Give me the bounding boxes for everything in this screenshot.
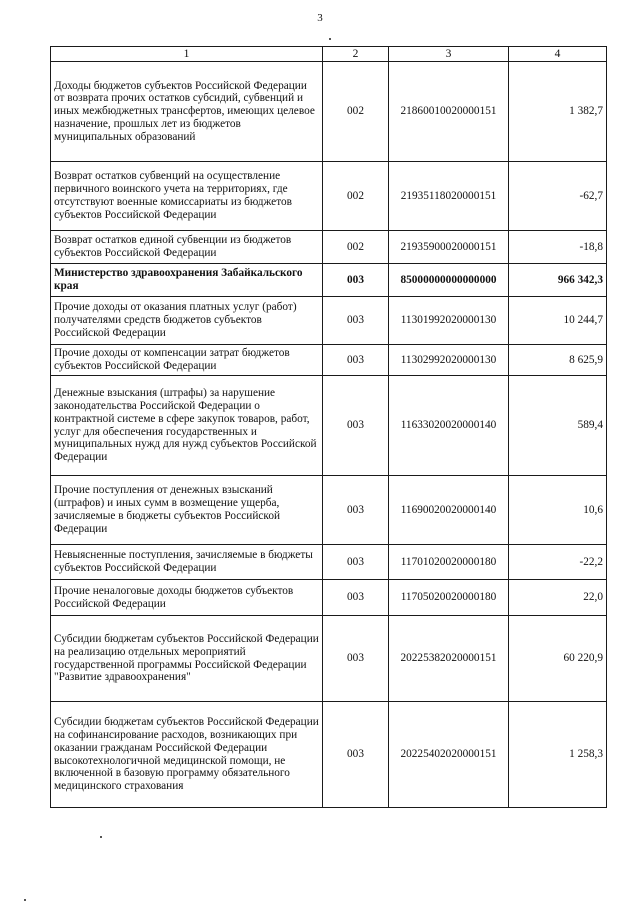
row-admin-code: 003 [323, 616, 389, 702]
revenue-table [50, 46, 607, 808]
table-row [51, 162, 607, 231]
row-name: Субсидии бюджетам субъектов Российской Федерации на софинансирование расходов, возникающих при оказании гражданам Российской Федерации высокотехнологичной медицинской помощи, не включенной в базовую программу обязательного медицинского страхования [51, 702, 323, 808]
table-row [51, 702, 607, 808]
row-budget-code: 11701020020000180 [389, 545, 509, 580]
row-name: Доходы бюджетов субъектов Российской Федерации от возврата прочих остатков субсидий, субвенций и иных межбюджетных трансфертов, имеющих целевое назначение, прошлых лет из бюджетов муниципальных образований [51, 62, 323, 162]
row-admin-code: 003 [323, 376, 389, 476]
row-budget-code: 11705020020000180 [389, 580, 509, 616]
row-admin-code: 003 [323, 345, 389, 376]
row-name: Прочие доходы от оказания платных услуг (работ) получателями средств бюджетов субъектов Российской Федерации [51, 297, 323, 345]
row-amount: 60 220,9 [509, 616, 607, 702]
table-row [51, 62, 607, 162]
table-row [51, 297, 607, 345]
row-amount: 22,0 [509, 580, 607, 616]
row-admin-code: 003 [323, 702, 389, 808]
row-name: Прочие неналоговые доходы бюджетов субъектов Российской Федерации [51, 580, 323, 616]
header-col-2: 2 [323, 47, 389, 62]
table-row [51, 376, 607, 476]
row-amount: -22,2 [509, 545, 607, 580]
table-row [51, 264, 607, 297]
row-amount: 966 342,3 [509, 264, 607, 297]
row-budget-code: 21935900020000151 [389, 231, 509, 264]
row-budget-code: 21935118020000151 [389, 162, 509, 231]
row-name: Прочие поступления от денежных взысканий (штрафов) и иных сумм в возмещение ущерба, зачисляемые в бюджеты субъектов Российской Федерации [51, 476, 323, 545]
row-budget-code: 11302992020000130 [389, 345, 509, 376]
row-admin-code: 003 [323, 545, 389, 580]
row-admin-code: 002 [323, 162, 389, 231]
row-admin-code: 003 [323, 297, 389, 345]
scan-speck [24, 899, 26, 901]
row-amount: 589,4 [509, 376, 607, 476]
row-name: Возврат остатков субвенций на осуществление первичного воинского учета на территориях, где отсутствуют военные комиссариаты из бюджетов субъектов Российской Федерации [51, 162, 323, 231]
row-budget-code: 11301992020000130 [389, 297, 509, 345]
row-name: Денежные взыскания (штрафы) за нарушение законодательства Российской Федерации о контрактной системе в сфере закупок товаров, работ, услуг для обеспечения государственных и муниципальных нужд для нужд субъектов Российской Федерации [51, 376, 323, 476]
header-col-3: 3 [389, 47, 509, 62]
row-admin-code: 003 [323, 580, 389, 616]
table-row [51, 545, 607, 580]
row-budget-code: 11690020020000140 [389, 476, 509, 545]
table-row [51, 231, 607, 264]
row-admin-code: 002 [323, 231, 389, 264]
row-name: Невыясненные поступления, зачисляемые в бюджеты субъектов Российской Федерации [51, 545, 323, 580]
row-amount: 10,6 [509, 476, 607, 545]
table-row [51, 476, 607, 545]
row-name: Субсидии бюджетам субъектов Российской Федерации на реализацию отдельных мероприятий государственной программы Российской Федерации "Развитие здравоохранения" [51, 616, 323, 702]
scan-speck [100, 836, 102, 838]
row-amount: 1 258,3 [509, 702, 607, 808]
row-admin-code: 003 [323, 264, 389, 297]
table-row [51, 345, 607, 376]
row-admin-code: 002 [323, 62, 389, 162]
row-budget-code: 85000000000000000 [389, 264, 509, 297]
row-budget-code: 11633020020000140 [389, 376, 509, 476]
row-name: Прочие доходы от компенсации затрат бюджетов субъектов Российской Федерации [51, 345, 323, 376]
table-row [51, 616, 607, 702]
row-admin-code: 003 [323, 476, 389, 545]
table-row [51, 580, 607, 616]
row-amount: 1 382,7 [509, 62, 607, 162]
row-amount: 10 244,7 [509, 297, 607, 345]
row-budget-code: 21860010020000151 [389, 62, 509, 162]
page-number: 3 [317, 12, 323, 24]
row-budget-code: 20225382020000151 [389, 616, 509, 702]
row-budget-code: 20225402020000151 [389, 702, 509, 808]
header-col-1: 1 [51, 47, 323, 62]
row-name: Возврат остатков единой субвенции из бюджетов субъектов Российской Федерации [51, 231, 323, 264]
row-name: Министерство здравоохранения Забайкальского края [51, 264, 323, 297]
row-amount: -18,8 [509, 231, 607, 264]
scan-speck [329, 38, 331, 40]
row-amount: -62,7 [509, 162, 607, 231]
header-row [51, 47, 607, 62]
header-col-4: 4 [509, 47, 607, 62]
row-amount: 8 625,9 [509, 345, 607, 376]
